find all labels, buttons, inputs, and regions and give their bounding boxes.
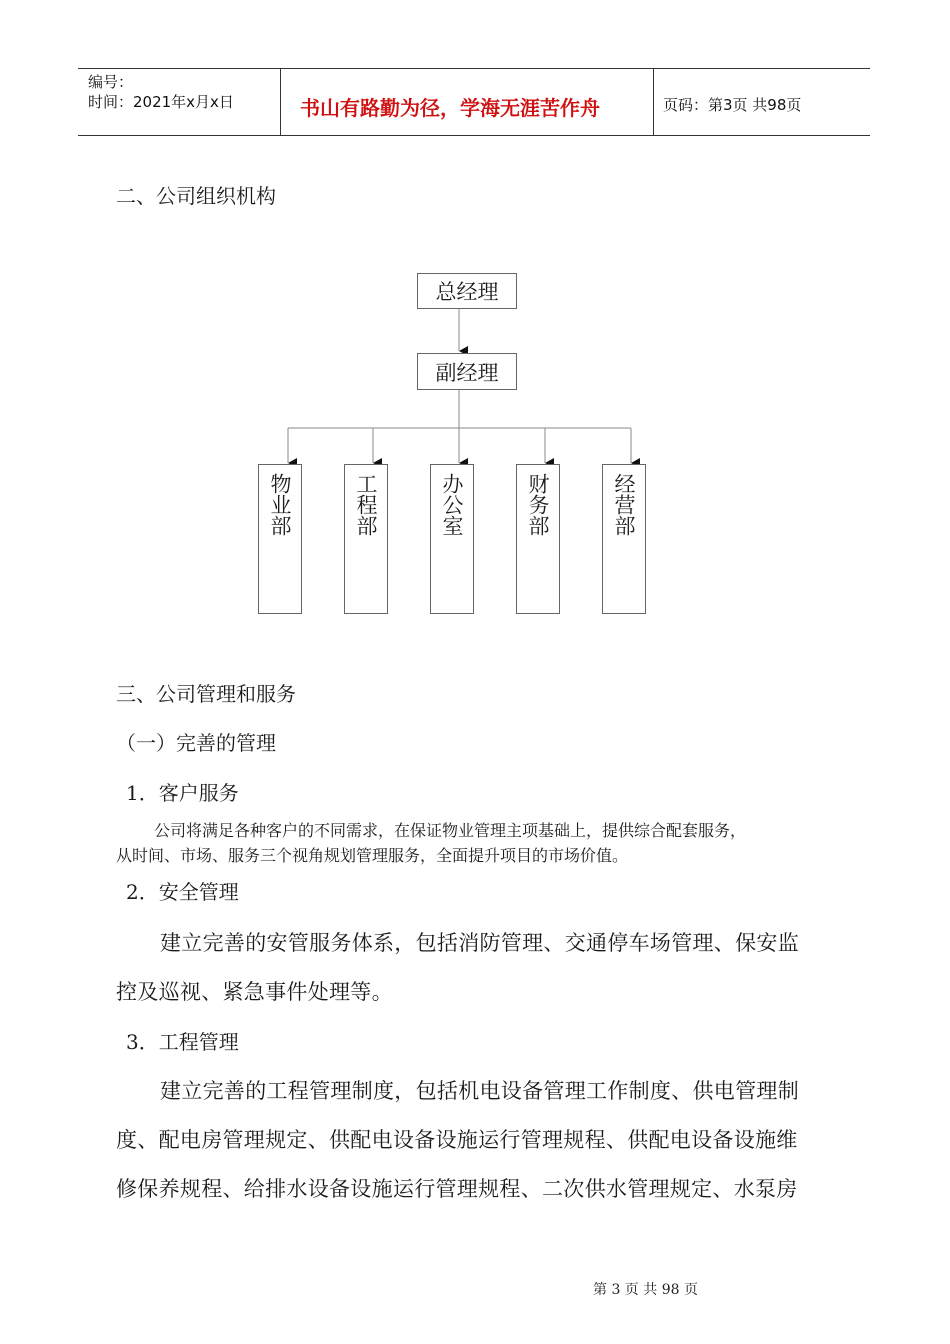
org-node-department: [430, 464, 474, 614]
paragraph-line: 度、配电房管理规定、供配电设备设施运行管理规程、供配电设备设施维: [116, 1128, 798, 1152]
paragraph-line: 控及巡视、紧急事件处理等。: [116, 980, 393, 1004]
org-node-label: 财务部: [526, 473, 550, 536]
org-node-deputy-manager: [417, 353, 517, 390]
org-node-label: 总经理: [435, 280, 499, 304]
section-title: 二、公司组织机构: [116, 184, 276, 208]
paragraph-line: 建立完善的工程管理制度，包括机电设备管理工作制度、供电管理制: [160, 1079, 799, 1103]
header-time-label: 时间：2021年x月x日: [88, 93, 234, 111]
header-motto: 书山有路勤为径，学海无涯苦作舟: [300, 96, 600, 120]
paragraph-line: 从时间、市场、服务三个视角规划管理服务，全面提升项目的市场价值。: [116, 846, 629, 865]
header-number-label: 编号：: [88, 73, 134, 91]
org-node-label: 物业部: [268, 473, 292, 536]
org-node-label: 工程部: [354, 473, 378, 536]
paragraph-line: 建立完善的安管服务体系，包括消防管理、交通停车场管理、保安监: [160, 931, 799, 955]
item-heading: 2．安全管理: [126, 880, 239, 904]
org-node-label: 副经理: [435, 360, 499, 385]
page-footer: 第 3 页 共 98 页: [593, 1282, 698, 1298]
org-node-department: [516, 464, 560, 614]
header-page-info: 页码：第3页 共98页: [663, 96, 802, 114]
paragraph-line: 公司将满足各种客户的不同需求，在保证物业管理主项基础上，提供综合配套服务，: [154, 821, 747, 840]
subsection-title: （一）完善的管理: [116, 731, 276, 755]
item-heading: 3．工程管理: [126, 1030, 239, 1054]
org-node-label: 办公室: [440, 473, 464, 536]
org-node-department: [344, 464, 388, 614]
org-node-department: [258, 464, 302, 614]
org-node-general-manager: [417, 273, 517, 309]
section-title: 三、公司管理和服务: [116, 682, 296, 706]
org-node-label: 经营部: [612, 473, 636, 536]
paragraph-line: 修保养规程、给排水设备设施运行管理规程、二次供水管理规定、水泵房: [116, 1177, 798, 1201]
item-heading: 1．客户服务: [126, 781, 239, 805]
org-node-department: [602, 464, 646, 614]
